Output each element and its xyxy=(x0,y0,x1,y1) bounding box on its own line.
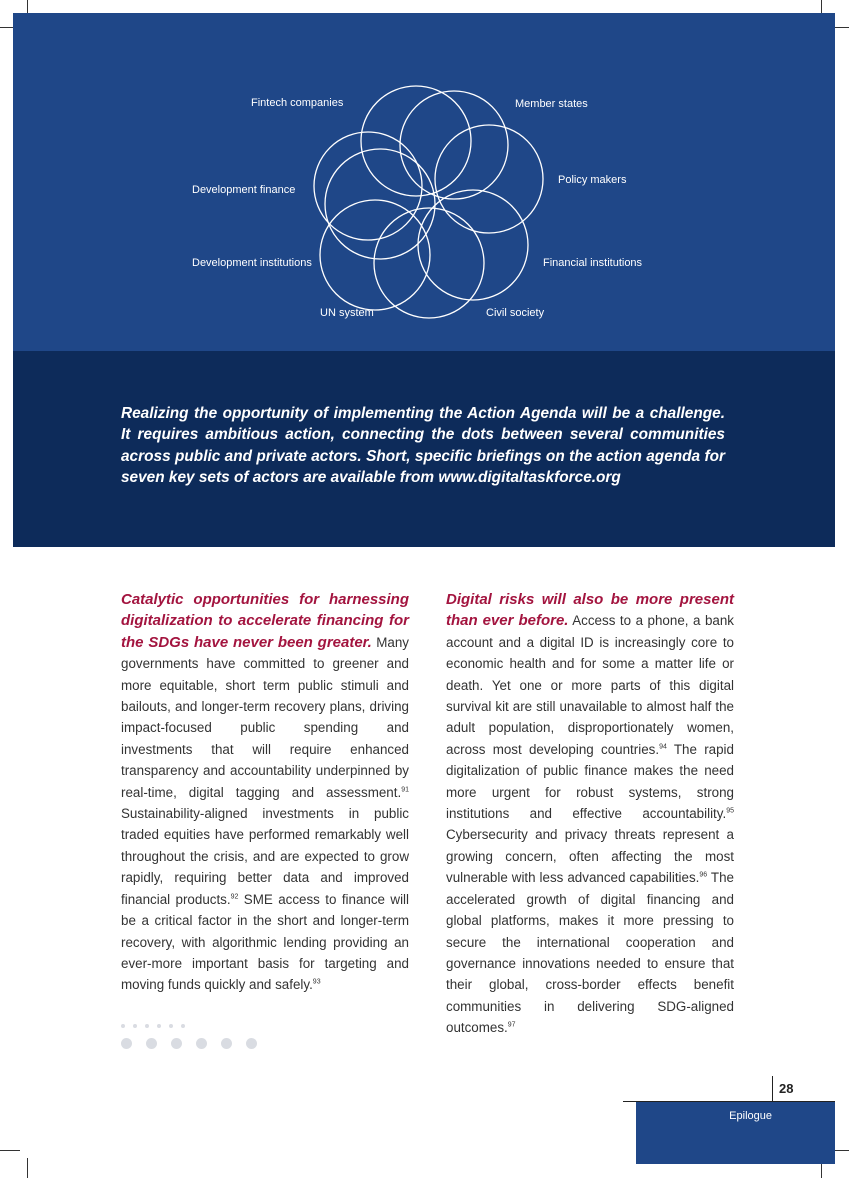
section-label: Epilogue xyxy=(729,1110,772,1122)
page-number: 28 xyxy=(779,1081,794,1096)
right-paragraph-2: The rapid digitalization of public finance makes the need more urgent for robust systems, strong institutions and effective accountability. xyxy=(446,741,734,822)
label-civil-society: Civil society xyxy=(486,307,545,319)
left-paragraph-3: SME access to finance will be a critical factor in the short and longer-term recovery, with algorithmic lending providing an ever-more important basis for targeting and moving funds quickly and safely. xyxy=(121,891,409,993)
right-body-column xyxy=(446,589,734,1039)
right-paragraph-3: Cybersecurity and privacy threats represent a growing concern, often affecting the most vulnerable with less advanced capabilities. xyxy=(446,827,734,886)
dot xyxy=(246,1038,257,1049)
dot xyxy=(121,1038,132,1049)
footnote-ref: 92 xyxy=(230,893,239,901)
crop-mark xyxy=(0,1150,20,1151)
footnote-ref: 91 xyxy=(401,786,409,794)
circle-policy-makers xyxy=(435,125,543,233)
right-paragraph-1: Access to a phone, a bank account and a digital ID is increasingly core to economic health and for some a matter life or death. Yet one or more parts of this digital survival kit are still unavailable to almost half the adult population, disproportionately women, across most developing countries. xyxy=(446,613,734,757)
footnote-ref: 94 xyxy=(659,743,667,751)
stakeholder-diagram-panel xyxy=(13,13,835,351)
dot xyxy=(221,1038,232,1049)
dot xyxy=(146,1038,157,1049)
decorative-dots-large xyxy=(121,1038,257,1049)
left-column-lead: Catalytic opportunities for harnessing digitalization to accelerate financing for the SDGs have never been greater. xyxy=(121,591,409,651)
call-to-action-panel xyxy=(13,351,835,547)
section-tab xyxy=(636,1102,835,1164)
label-un-system: UN system xyxy=(320,307,374,319)
circle-member-states xyxy=(400,91,508,199)
dot xyxy=(145,1024,149,1028)
dot xyxy=(133,1024,137,1028)
footnote-ref: 93 xyxy=(312,978,321,986)
stakeholder-circles-diagram xyxy=(13,13,835,351)
label-fintech-companies: Fintech companies xyxy=(251,97,344,109)
decorative-dots-small xyxy=(121,1024,185,1028)
dot xyxy=(181,1024,185,1028)
circle-fintech xyxy=(361,86,471,196)
left-paragraph-1: Many governments have committed to greener and more equitable, short term public stimuli and bailouts, and longer-term recovery plans, driving impact-focused public spending and investments that will require enhanced transparency and accountability underpinned by real-time, digital tagging and assessment. xyxy=(121,634,409,800)
footnote-ref: 96 xyxy=(699,871,708,879)
right-paragraph-4: The accelerated growth of digital financing and global platforms, makes it more pressing to secure the international cooperation and governance innovations needed to ensure that their global, cross-border effects benefit communities in delivering SDG-aligned outcomes. xyxy=(446,870,734,1036)
call-to-action-text: Realizing the opportunity of implementing the Action Agenda will be a challenge. It requires ambitious action, connecting the dots between several communities across public and private actors. Short, specific briefings on the action agenda for seven key sets of actors are available from www.digitaltaskforce.org xyxy=(121,405,725,487)
crop-mark xyxy=(27,1158,28,1178)
label-development-finance: Development finance xyxy=(192,184,296,196)
label-financial-institutions: Financial institutions xyxy=(543,257,643,269)
label-development-institutions: Development institutions xyxy=(192,257,312,269)
label-member-states: Member states xyxy=(515,98,588,110)
dot xyxy=(196,1038,207,1049)
dot xyxy=(171,1038,182,1049)
left-paragraph-2: Sustainability-aligned investments in public traded equities have performed remarkably well throughout the crisis, and are expected to grow rapidly, requiring better data and improved financial products. xyxy=(121,806,409,907)
footnote-ref: 95 xyxy=(726,807,734,815)
left-body-column xyxy=(121,589,409,996)
circle-development-finance xyxy=(314,132,422,240)
footnote-ref: 97 xyxy=(507,1021,516,1029)
dot xyxy=(169,1024,173,1028)
dot xyxy=(157,1024,161,1028)
right-column-lead: Digital risks will also be more present than ever before. xyxy=(446,591,734,630)
label-policy-makers: Policy makers xyxy=(558,174,627,186)
dot xyxy=(121,1024,125,1028)
